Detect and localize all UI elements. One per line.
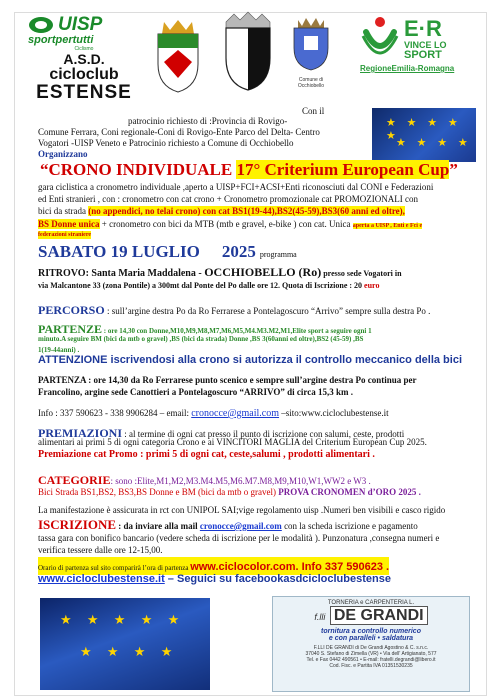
bw-crest-icon xyxy=(218,10,278,94)
uisp-logo-row xyxy=(28,16,140,34)
categorie-line2b: PROVA CRONOMEN d’ORO 2025 . xyxy=(278,487,421,497)
title-part-1: “CRONO INDIVIDUALE xyxy=(40,160,237,179)
partenza-line-1: PARTENZA : ore 14,30 da Ro Ferrarese punto scenico e sempre sull’argine destra Po continua per xyxy=(38,375,417,385)
premiazioni-line1: : al termine di ogni cat presso il punto di iscrizione con salumi, ceste, prodotti xyxy=(122,429,405,439)
patronage-line-4: Vogatori -UISP Veneto e Patrocinio richiesto a Comune di Occhiobello xyxy=(38,138,294,148)
intro-line-5: federazioni straniere xyxy=(38,232,92,238)
er-logo-row xyxy=(360,14,478,64)
attenzione-line: ATTENZIONE iscrivendosi alla crono si autorizza il controllo meccanico della bici xyxy=(38,354,463,366)
percorso-text: : sull’argine destra Po da Ro Ferrarese a Pontelagoscuro “Arrivo” sempre sulla destra Po . xyxy=(104,306,431,316)
assicurazione-line: La manifestazione è assicurata in rct con UNIPOL SAI;vige regolamento uisp .Numeri ben visibili e casco rigido xyxy=(38,505,446,515)
intro-4b: + cronometro con bici da MTB (mtb e gravel, e-bike ) con cat. Unica xyxy=(99,219,353,229)
footer-tail: – Seguici su facebookasdcicloclubestense xyxy=(164,573,391,585)
categorie-line1: : sono :Elite,M1,M2,M3.M4.M5,M6.M7.M8,M9,M10,W1,WW2 e W3 . xyxy=(110,476,371,486)
categorie-line-2 xyxy=(38,487,421,498)
info-suffix: –sito:www.cicloclubestense.it xyxy=(279,408,389,418)
uisp-logo-block xyxy=(28,16,140,103)
patronage-line-3: Comune Ferrara, Coni regionale-Coni di Rovigo-Ente Parco del Delta- Centro xyxy=(38,127,320,137)
intro-4c: aperta a UISP , Enti e Fci e xyxy=(352,223,423,229)
eu-flag-bottom xyxy=(40,598,210,690)
ad-line-3: F.LLI DE GRANDI di De Grandi Agostino & C. s.n.c. xyxy=(313,645,429,651)
uisp-tagline: sportpertutti xyxy=(28,34,94,46)
iscrizione-line-1 xyxy=(38,516,418,534)
ritrovo-tail: presso sede Vogatori in xyxy=(321,269,402,278)
categorie-line2a: Bici Strada BS1,BS2, BS3,BS Donne e BM (bici da mtb o gravel) xyxy=(38,487,279,497)
partenze-line1: : ore 14,30 con Donne,M10,M9,M8,M7,M6,M5,M4.M3.M2,M1,Elite sport a seguire ogni 1 xyxy=(102,327,372,335)
club-line-3: ESTENSE xyxy=(36,82,132,103)
er-sport-logo xyxy=(360,14,478,98)
ad-line-1: tornitura a controllo numerico xyxy=(321,628,421,635)
occhiobello-crest xyxy=(286,16,336,96)
ritrovo-town: OCCHIOBELLO (Ro) xyxy=(204,265,322,279)
ad-line-5: Tel. e Fax 0442 490561 • E-mail: fratelli.degrandi@libero.it xyxy=(306,657,436,663)
er-smile-icon xyxy=(360,14,400,64)
ad-top: TORNERIA e CARPENTERIA L. xyxy=(327,600,415,606)
club-line-2: cicloclub xyxy=(49,66,119,83)
footer-line xyxy=(38,573,391,585)
date-year: 2025 xyxy=(221,242,256,261)
eu-stars-icon: ★ ★ ★ ★ xyxy=(80,644,179,659)
orario-phone: Info 337 590623 . xyxy=(298,561,390,573)
er-text-block xyxy=(404,18,447,60)
event-date xyxy=(38,242,297,262)
intro-3a: bici da strada xyxy=(38,206,89,216)
iscrizione-label: ISCRIZIONE xyxy=(38,517,117,532)
intro-line-4 xyxy=(38,219,422,232)
partenze-line-2: minuto.A seguire BM (bici da mtb o gravel) ,BS (bici da strada) Donne ,BS 3(60anni ed oltre),BS2 (45-59) ,BS xyxy=(38,335,364,343)
partenza-line-2: Francolino, argine sede Canottieri a Pontelagoscuro “ARRIVO” di circa 15,3 km . xyxy=(38,387,353,397)
patronage-line-1: Con il xyxy=(302,106,325,116)
footer-site-link[interactable]: www.cicloclubestense.it xyxy=(38,573,165,585)
iscrizione-line-3: verifica tessere dalle ore 12-15,00. xyxy=(38,545,163,555)
partenze-line-3: 1(19-44anni) . xyxy=(38,346,80,354)
uisp-mark-icon xyxy=(28,16,54,34)
premiazioni-label: PREMIAZIONI xyxy=(38,426,123,440)
intro-3b: (no appendici, no telai crono) con cat BS1(19-44),BS2(45-59),BS3(60 anni ed oltre), xyxy=(88,206,405,216)
club-line-1: A.S.D. xyxy=(63,51,105,67)
title-part-2: 17° Criterium European Cup xyxy=(236,160,450,179)
percorso-line xyxy=(38,301,430,319)
intro-line-3 xyxy=(38,206,405,217)
organizer-label: Organizzano xyxy=(38,149,88,159)
occhiobello-caption: Comune di Occhiobello xyxy=(297,77,325,89)
ritrovo-label: RITROVO: Santa Maria Maddalena - xyxy=(38,268,205,279)
uisp-small: Ciclismo xyxy=(74,46,94,52)
info-email-link[interactable]: cronocce@gmail.com xyxy=(191,408,280,419)
ritrovo-euro: euro xyxy=(364,281,380,290)
partenze-label: PARTENZE xyxy=(38,322,103,336)
er-sub-1: VINCE LO xyxy=(404,40,447,50)
orario-text: Orario di partenza sul sito comparirà l’ora di partenza xyxy=(38,564,191,572)
title-part-3: ” xyxy=(449,160,458,179)
intro-4a: BS Donne unica xyxy=(38,219,100,229)
iscrizione-tail: con la scheda iscrizione e pagamento xyxy=(281,521,418,531)
intro-line-1: gara ciclistica a cronometro individuale ,aperto a UISP+FCI+ACSI+Enti riconosciuti dal CONI e Federazioni xyxy=(38,182,434,192)
red-crest xyxy=(150,18,206,94)
premiazioni-promo: Premiazione cat Promo : primi 5 di ogni cat, ceste,salumi , prodotti alimentari . xyxy=(38,449,375,460)
eu-flag-top xyxy=(372,108,476,162)
percorso-label: PERCORSO xyxy=(38,303,105,317)
orario-site[interactable]: www.ciclocolor.com. xyxy=(190,561,299,573)
ritrovo-line-1 xyxy=(38,265,402,280)
categorie-label: CATEGORIE xyxy=(38,473,111,487)
date-suffix: programma xyxy=(259,250,297,259)
iscrizione-email-link[interactable]: cronocce@gmail.com xyxy=(199,521,282,531)
iscrizione-mid: : da inviare alla mail xyxy=(116,521,200,531)
info-prefix: Info : 337 590623 - 338 9906284 – email: xyxy=(38,408,192,418)
ad-brand-row xyxy=(273,607,469,625)
date-label: SABATO 19 LUGLIO xyxy=(38,242,200,261)
er-region: RegioneEmilia-Romagna xyxy=(360,64,455,73)
eu-stars-icon: ★ ★ ★ ★ xyxy=(396,137,472,149)
er-sub-2: SPORT xyxy=(404,49,442,61)
red-crest-icon xyxy=(150,18,206,94)
eu-stars-icon: ★ ★ ★ ★ ★ xyxy=(60,612,186,627)
patronage-line-2: patrocinio richiesto di :Provincia di Rovigo- xyxy=(128,116,288,126)
occhiobello-crest-icon xyxy=(286,16,336,72)
ad-line-6: Cod. Fisc. e Partita IVA 01351530235 xyxy=(329,663,413,669)
ad-line-4: 37040 S. Stefano di Zimella (VR) • Via dell' Artigianato, 577 xyxy=(305,651,437,657)
ritrovo-line-2 xyxy=(38,281,379,290)
info-line xyxy=(38,408,389,419)
ad-line-2: e con paralleli • saldatura xyxy=(328,635,414,642)
ad-brand-prefix: f.lli xyxy=(314,612,326,622)
sponsor-ad xyxy=(272,596,470,692)
intro-line-2: ed Enti stranieri , con : cronometro con cat crono + Cronometro promozionale cat PROMOZIONALI con xyxy=(38,194,418,204)
uisp-logo-text: UISP xyxy=(58,14,103,35)
er-letters: E·R xyxy=(404,16,442,41)
premiazioni-line-2: alimentari ai primi 5 di ogni categoria Crono e ai VINCITORI MAGLIA del Criterium European Cup 2025. xyxy=(38,437,427,447)
event-title xyxy=(40,160,458,180)
eu-stars-icon: ★ ★ ★ ★ ★ xyxy=(386,117,462,142)
bw-crest xyxy=(218,10,278,94)
ad-brand: DE GRANDI xyxy=(330,606,428,625)
iscrizione-line-2: tassa gara con bonifico bancario (vedere scheda di iscrizione per le modalità ). Punzonatura ,consegna numeri e xyxy=(38,533,440,543)
ritrovo-line2: via Malcantone 33 (zona Pontile) a 300mt dal Ponte del Po dalle ore 12. Quota di Iscrizione : 20 xyxy=(38,281,365,290)
